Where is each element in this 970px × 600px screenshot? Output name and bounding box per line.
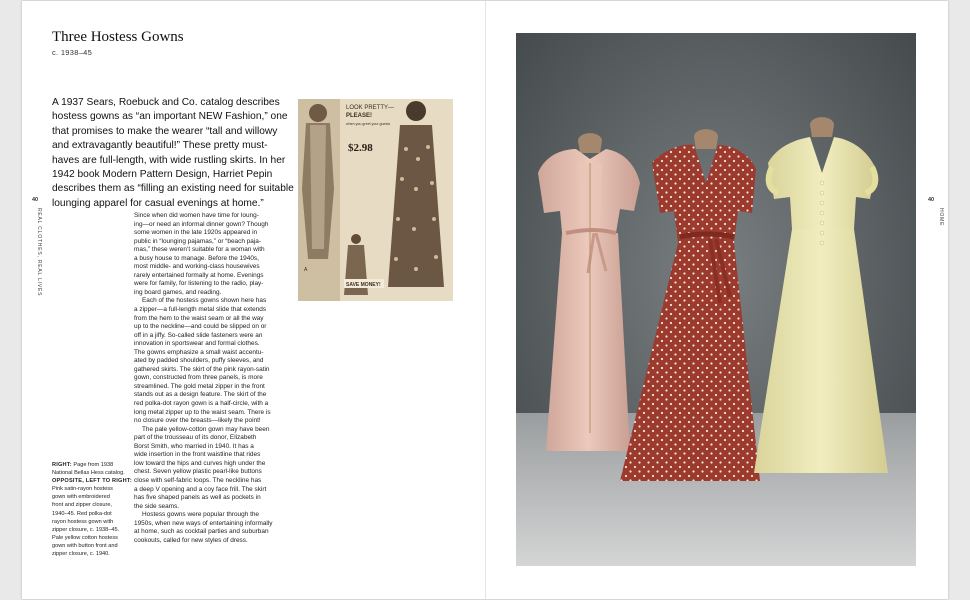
text-line: National Bellas Hess catalog. xyxy=(52,470,125,477)
text-line: Borst Smith, who married in 1940. It has a xyxy=(134,442,254,450)
gutter xyxy=(485,1,486,599)
text-line: ing—or need an informal dinner gown? Though xyxy=(134,220,269,228)
text-line: were for family, for listening to the radio, play- xyxy=(134,280,264,288)
text-line: close with self-fabric loops. The neckline has xyxy=(134,476,262,484)
text-line: red polka-dot rayon gown is a half-circle, with a xyxy=(134,400,269,408)
text-line: ing board games, and reading. xyxy=(134,288,222,296)
text-line: has five shaped panels as well as pockets in xyxy=(134,494,261,502)
text-line: low toward the hips and curves high under the xyxy=(134,459,266,467)
text-line: from the hem to the waist seam or all the way xyxy=(134,314,264,322)
gowns-photo xyxy=(516,33,916,566)
text-line: and extravagantly beautiful!” These pretty must- xyxy=(52,140,268,152)
text-line: long metal zipper up to the waist seam. There is xyxy=(134,408,271,416)
text-line: gown, constructed from three panels, is more xyxy=(134,374,263,382)
text-line: gown with button front and xyxy=(52,542,118,549)
text-line: streamlined. The gold metal zipper in the front xyxy=(134,382,265,390)
text-line: off in a jiffy. So-called slide fasteners were an xyxy=(134,331,263,339)
text-line: Pale yellow cotton hostess xyxy=(52,534,118,541)
text-line: most middle- and working-class housewives xyxy=(134,263,260,271)
text-line: wide insertion in the front waistline that rides xyxy=(134,451,261,459)
text-line: lounging apparel for casual evenings at home.” xyxy=(52,197,264,209)
left-folio: 40 xyxy=(32,197,39,203)
text-line: mas,” these weren’t suitable for a woman with xyxy=(134,246,265,254)
text-line: The pale yellow-cotton gown may have been xyxy=(142,425,270,433)
text-line: rayon hostess gown with xyxy=(52,518,114,525)
text-line: zipper closure, c. 1938–45. xyxy=(52,526,120,533)
text-line: rarely entertained formally at home. Evenings xyxy=(134,271,264,279)
text-line: a zipper—a full-length metal slide that extends xyxy=(134,306,267,314)
text-line: 1940–45. Red polka-dot xyxy=(52,510,112,517)
date-subtitle: c. 1938–45 xyxy=(52,48,93,57)
body-text xyxy=(134,212,312,545)
text-line: cookouts, called for new styles of dress. xyxy=(134,536,248,544)
text-line: gathered skirts. The skirt of the pink rayon-satin xyxy=(134,365,270,373)
caption-opposite-label: OPPOSITE, LEFT TO RIGHT: xyxy=(52,478,132,485)
catalog-page-image xyxy=(298,99,453,301)
caption-line: Page from 1938 xyxy=(71,462,114,468)
text-line: that promises to make the wearer “tall and willowy xyxy=(52,125,278,137)
text-line: Pink satin-rayon hostess xyxy=(52,486,113,493)
left-running-head: REAL CLOTHES, REAL LIVES xyxy=(36,208,42,297)
catalog-tagline: when you greet your guests xyxy=(346,122,391,126)
catalog-footer: SAVE MONEY! xyxy=(346,282,381,288)
catalog-headline-1: LOOK PRETTY— xyxy=(346,105,395,111)
text-line: no closure over the breasts—likely the point! xyxy=(134,417,261,425)
text-line: The gowns emphasize a small waist accentu- xyxy=(134,348,264,356)
text-line: chest. Seven yellow plastic pearl-like buttons xyxy=(134,468,262,476)
text-line: Each of the hostess gowns shown here has xyxy=(142,297,267,305)
catalog-price: $2.98 xyxy=(348,142,373,154)
svg-text:A: A xyxy=(304,267,308,273)
text-line: the side seams. xyxy=(134,502,180,510)
text-line: innovation in sportswear and formal clothes. xyxy=(134,340,260,348)
text-line: some women in the late 1920s appeared in xyxy=(134,229,258,237)
text-line: Hostess gowns were popular through the xyxy=(142,511,260,519)
right-folio: 40 xyxy=(928,197,935,203)
text-line: part of the trousseau of its donor, Elizabeth xyxy=(134,434,257,442)
text-line: zipper closure, c. 1940. xyxy=(52,551,110,558)
text-line: stands out as a design feature. The skirt of the xyxy=(134,391,267,399)
text-line: up to the neckline—and could be slipped on or xyxy=(134,323,267,331)
text-line: front and zipper closure, xyxy=(52,502,113,509)
text-line: at home, such as cocktail parties and suburban xyxy=(134,528,269,536)
text-line: public in “lounging pajamas,” or “beach paja- xyxy=(134,237,262,245)
page-title: Three Hostess Gowns xyxy=(52,29,184,45)
photo-caption xyxy=(52,461,132,558)
text-line: haves are full-length, with wide rustling skirts. In her xyxy=(52,154,286,166)
text-line: A 1937 Sears, Roebuck and Co. catalog describes xyxy=(52,97,280,108)
catalog-headline-2: PLEASE! xyxy=(346,113,373,119)
text-line: a busy house to manage. Before the 1940s, xyxy=(134,254,259,262)
text-line: ated by padded shoulders, puffy sleeves, and xyxy=(134,357,264,365)
text-line: gown with embroidered xyxy=(52,494,110,501)
text-line: 1950s, when new ways of entertaining informally xyxy=(134,519,273,527)
book-spread xyxy=(22,1,948,599)
text-line: describes them as “filling an existing need for suitable xyxy=(52,183,294,195)
lead-paragraph xyxy=(52,96,302,211)
text-line: hostess gowns as “an important NEW Fashion,” one xyxy=(52,111,288,123)
text-line: 1942 book Modern Pattern Design, Harriet Pepin xyxy=(52,169,273,181)
text-line: Since when did women have time for loung- xyxy=(134,212,259,219)
caption-right-label: RIGHT: xyxy=(52,462,72,468)
text-line: a deep V opening and a coy face frill. The skirt xyxy=(134,485,267,493)
right-running-head: HOME xyxy=(938,208,944,227)
